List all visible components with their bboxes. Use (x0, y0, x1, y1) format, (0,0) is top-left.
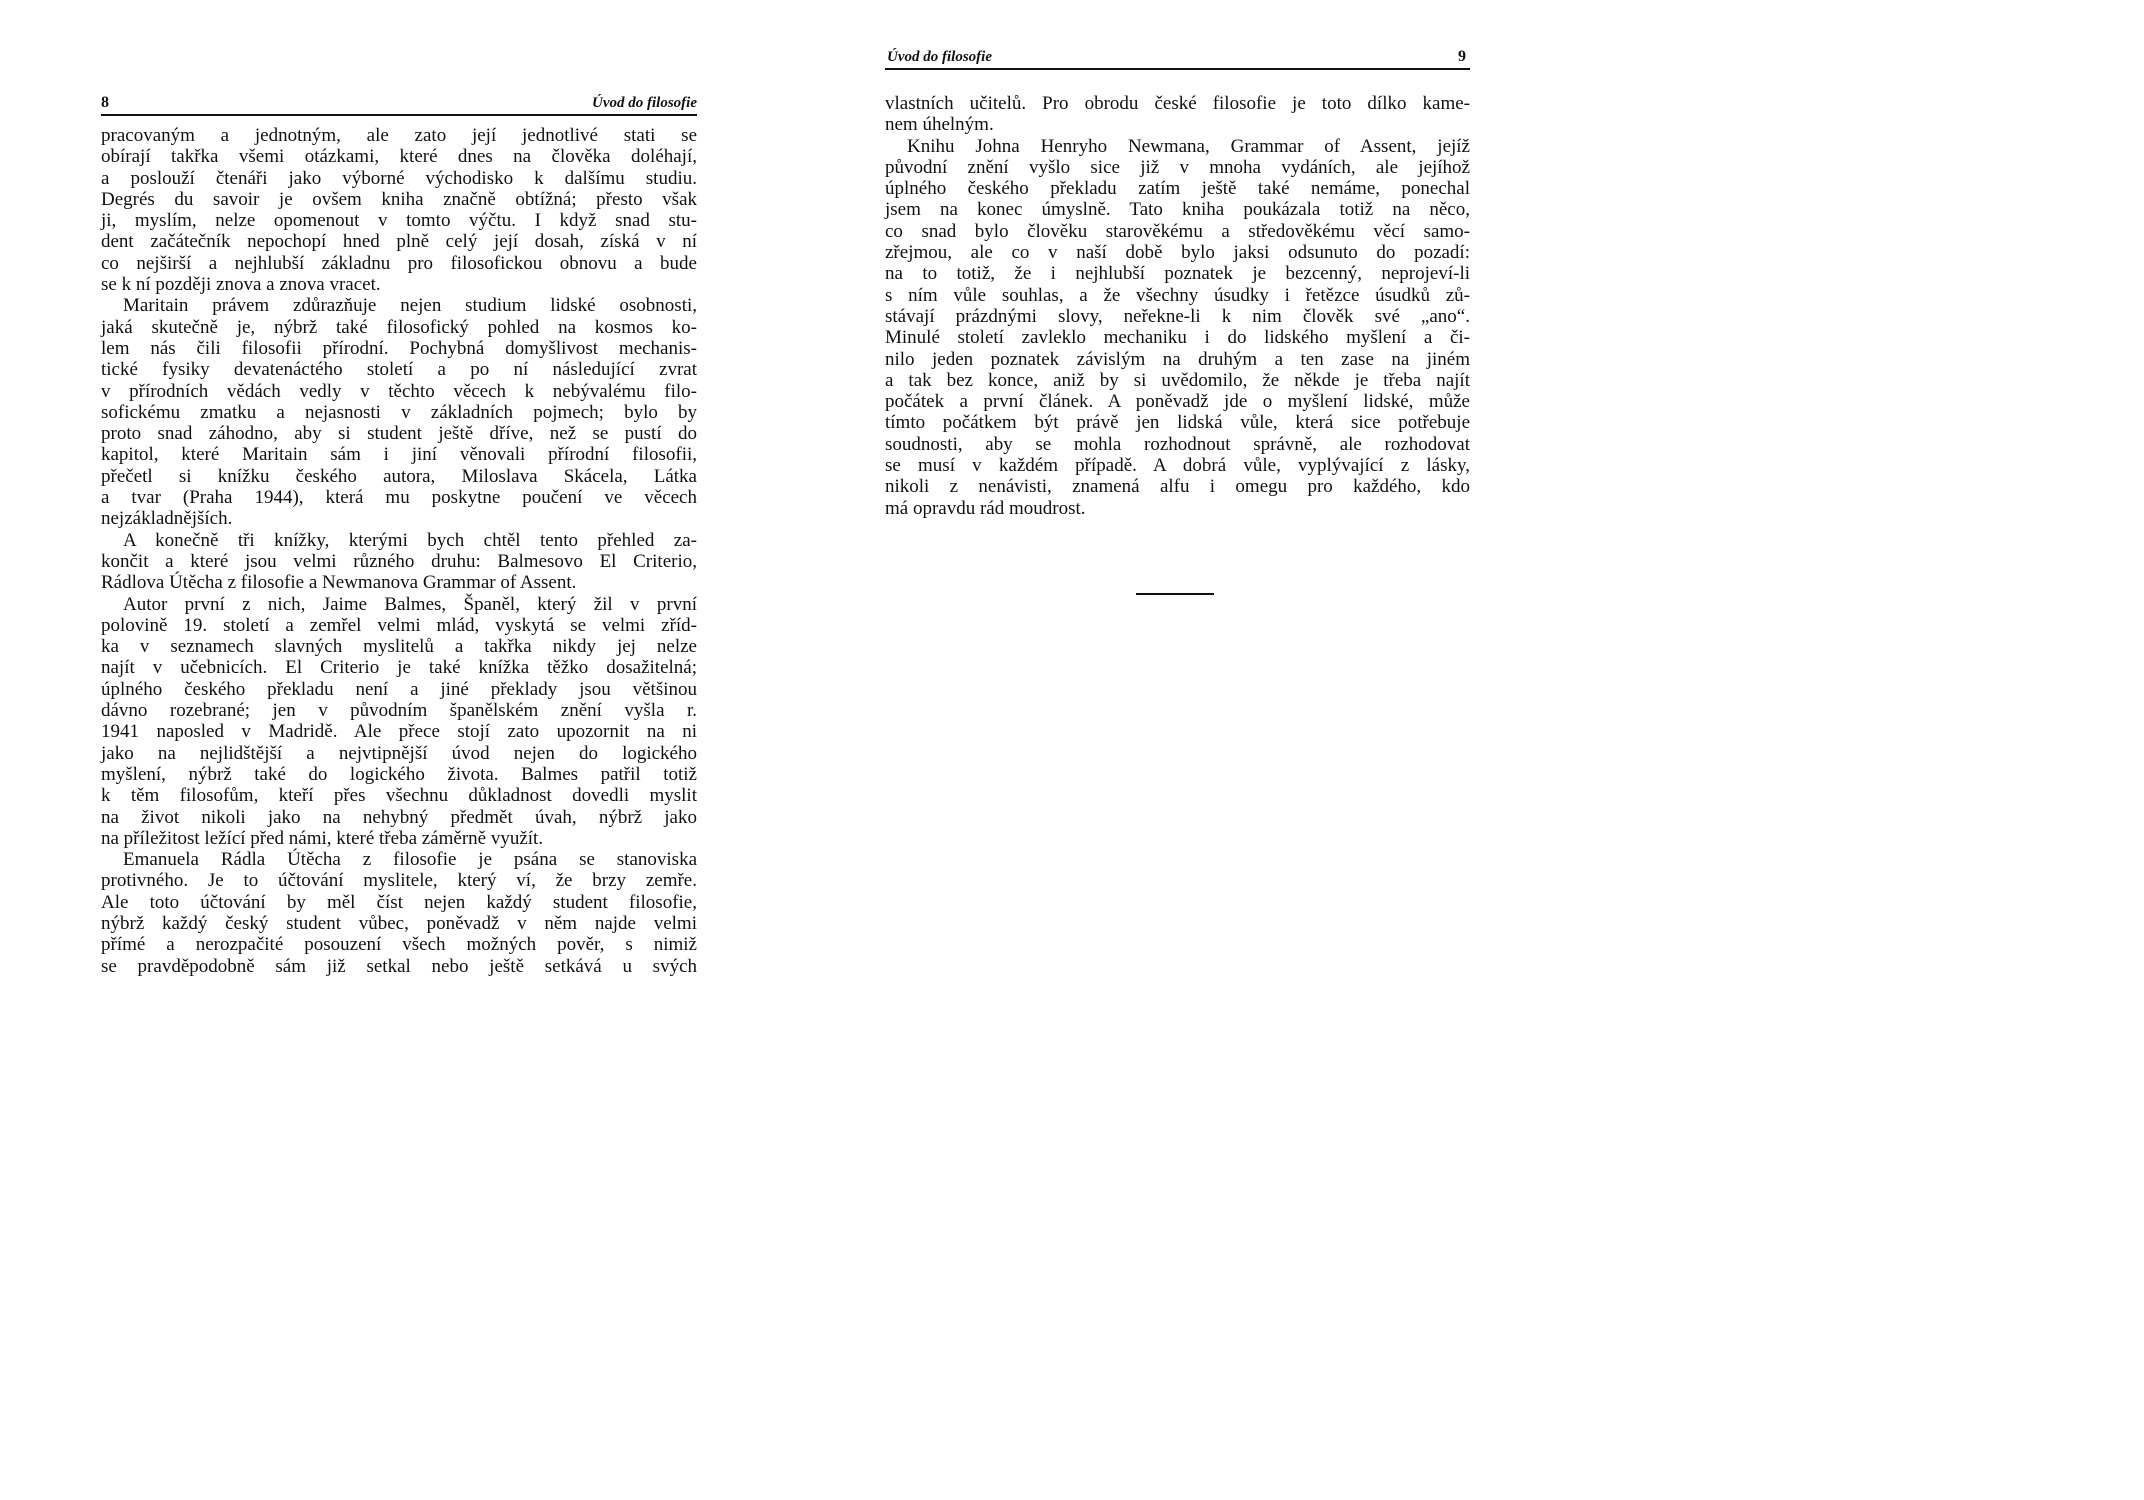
text-line: jako na nejlidštější a nejvtipnější úvod nejen do logického (101, 742, 697, 764)
text-line: Minulé století zavleklo mechaniku i do lidského myšlení a či- (885, 327, 1470, 349)
text-line: kapitol, které Maritain sám i jiní věnovali přírodní filosofii, (101, 444, 697, 466)
running-head-title: Úvod do filosofie (887, 49, 992, 65)
text-line: v přírodních vědách vedly v těchto věcech k nebývalému filo- (101, 380, 697, 402)
right-page (885, 46, 1470, 519)
text-line: myšlení, nýbrž také do logického života. Balmes patřil totiž (101, 763, 697, 785)
running-head (885, 46, 1470, 70)
text-line: nikoli z nenávisti, znamená alfu i omegu pro každého, kdo (885, 476, 1470, 498)
text-line: přímé a nerozpačité posouzení všech možných pověr, s nimiž (101, 934, 697, 956)
text-line: sofickému zmatku a nejasnosti v základních pojmech; bylo by (101, 401, 697, 423)
text-line: nilo jeden poznatek závislým na druhým a ten zase na jiném (885, 348, 1470, 370)
text-line: se pravděpodobně sám již setkal nebo ještě setkává u svých (101, 955, 697, 977)
text-line: Rádlova Útěcha z filosofie a Newmanova Grammar of Assent. (101, 572, 577, 594)
text-line: přečetl si knížku českého autora, Miloslava Skácela, Látka (101, 465, 697, 487)
body-text (885, 93, 1470, 519)
text-line: tické fysiky devatenáctého století a po ní následující zvrat (101, 359, 697, 381)
text-line: ka v seznamech slavných myslitelů a takřka nikdy jej nelze (101, 636, 697, 658)
text-line: pracovaným a jednotným, ale zato její jednotlivé stati se (101, 125, 697, 146)
text-line: obírají takřka všemi otázkami, které dnes na člověka doléhají, (101, 146, 697, 168)
text-line: A konečně tři knížky, kterými bych chtěl tento přehled za- (123, 529, 697, 551)
text-line: se musí v každém případě. A dobrá vůle, vyplývající z lásky, (885, 455, 1470, 477)
text-line: lem nás čili filosofii přírodní. Pochybná domyšlivost mechanis- (101, 337, 697, 359)
text-line: co snad bylo člověku starověkému a středověkému věcí samo- (885, 220, 1470, 242)
text-line: soudnosti, aby se mohla rozhodnout správně, ale rozhodovat (885, 433, 1470, 455)
text-line: se k ní později znova a znova vracet. (101, 274, 381, 296)
text-line: dávno rozebrané; jen v původním španělském znění vyšla r. (101, 700, 697, 722)
text-line: Emanuela Rádla Útěcha z filosofie je psána se stanoviska (123, 849, 697, 871)
text-line: zřejmou, ale co v naší době bylo jaksi odsunuto do pozadí: (885, 242, 1470, 264)
text-line: ji, myslím, nelze opomenout v tomto výčtu. I když snad stu- (101, 210, 697, 232)
text-line: na příležitost ležící před námi, které třeba záměrně využít. (101, 827, 544, 849)
text-line: úplného českého překladu není a jiné překlady jsou většinou (101, 678, 697, 700)
body-text (101, 125, 697, 977)
page-number: 9 (1458, 48, 1466, 65)
text-line: a tvar (Praha 1944), která mu poskytne poučení ve věcech (101, 487, 697, 509)
text-line: vlastních učitelů. Pro obrodu české filosofie je toto dílko kame- (885, 93, 1470, 114)
text-line: a poslouží čtenáři jako výborné východisko k dalšímu studiu. (101, 167, 697, 189)
text-line: stávají prázdnými slovy, neřekne-li k nim člověk své „ano“. (885, 305, 1470, 327)
text-line: jsem na konec úmyslně. Tato kniha poukázala totiž na něco, (885, 199, 1470, 221)
text-line: 1941 naposled v Madridě. Ale přece stojí zato upozornit na ni (101, 721, 697, 743)
text-line: na to totiž, že i nejhlubší poznatek je bezcenný, neprojeví-li (885, 263, 1470, 285)
text-line: co nejširší a nejhlubší základnu pro filosofickou obnovu a bude (101, 252, 697, 274)
chapter-end-rule (1136, 593, 1214, 595)
page-number: 8 (101, 94, 109, 111)
text-line: končit a které jsou velmi různého druhu: Balmesovo El Criterio, (101, 550, 697, 572)
text-line: k těm filosofům, kteří přes všechnu důkladnost dovedli myslit (101, 785, 697, 807)
text-line: Degrés du savoir je ovšem kniha značně obtížná; přesto však (101, 188, 697, 210)
text-line: nejzákladnějších. (101, 508, 233, 530)
text-line: jaká skutečně je, nýbrž také filosofický pohled na kosmos ko- (101, 316, 697, 338)
running-head-title: Úvod do filosofie (592, 95, 697, 111)
text-line: původní znění vyšlo sice již v mnoha vydáních, ale jejíhož (885, 156, 1470, 178)
text-line: počátek a první článek. A poněvadž jde o myšlení lidské, může (885, 391, 1470, 413)
text-line: úplného českého překladu zatím ještě také nemáme, ponechal (885, 178, 1470, 200)
text-line: Autor první z nich, Jaime Balmes, Španěl, který žil v první (123, 593, 697, 615)
text-line: má opravdu rád moudrost. (885, 497, 1086, 519)
text-line: s ním vůle souhlas, a že všechny úsudky i řetězce úsudků zů- (885, 284, 1470, 306)
running-head (101, 92, 697, 116)
text-line: polovině 19. století a zemřel velmi mlád, vyskytá se velmi zříd- (101, 614, 697, 636)
text-line: Knihu Johna Henryho Newmana, Grammar of Assent, jejíž (907, 135, 1470, 157)
text-line: proto snad záhodno, aby si student ještě dříve, než se pustí do (101, 423, 697, 445)
text-line: Ale toto účtování by měl číst nejen každý student filosofie, (101, 891, 697, 913)
text-line: a tak bez konce, aniž by si uvědomilo, že někde je třeba najít (885, 369, 1470, 391)
left-page (101, 92, 697, 977)
text-line: najít v učebnicích. El Criterio je také knížka těžko dosažitelná; (101, 657, 697, 679)
text-line: na život nikoli jako na nehybný předmět úvah, nýbrž jako (101, 806, 697, 828)
text-line: tímto počátkem být právě jen lidská vůle, která sice potřebuje (885, 412, 1470, 434)
text-line: Maritain právem zdůrazňuje nejen studium lidské osobnosti, (123, 295, 697, 317)
text-line: protivného. Je to účtování myslitele, který ví, že brzy zemře. (101, 870, 697, 892)
text-line: dent začátečník nepochopí hned plně celý její dosah, získá v ní (101, 231, 697, 253)
text-line: nýbrž každý český student vůbec, poněvadž v něm najde velmi (101, 912, 697, 934)
text-line: nem úhelným. (885, 114, 994, 136)
